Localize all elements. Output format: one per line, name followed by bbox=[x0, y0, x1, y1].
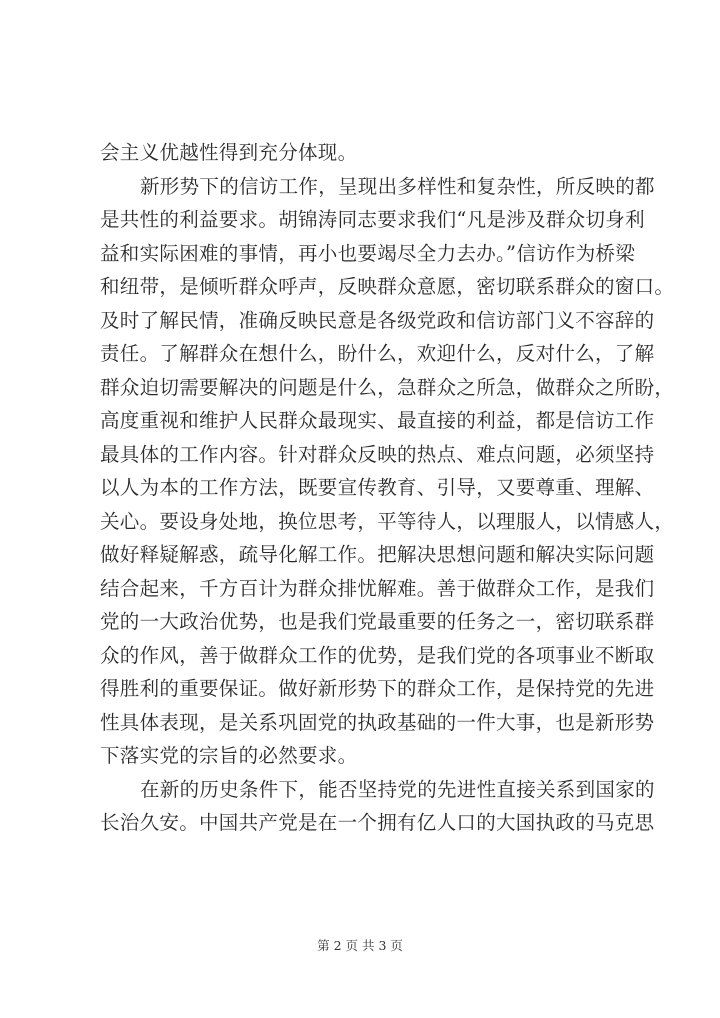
text-line: 责任。了解群众在想什么，盼什么，欢迎什么，反对什么，了解 bbox=[100, 342, 655, 365]
document-body bbox=[100, 136, 675, 840]
text-line: 是共性的利益要求。胡锦涛同志要求我们“凡是涉及群众切身利 bbox=[100, 208, 645, 231]
text-line: 在新的历史条件下，能否坚持党的先进性直接关系到国家的 bbox=[140, 777, 655, 801]
text-line: 群众迫切需要解决的问题是什么，急群众之所急，做群众之所盼， bbox=[100, 375, 675, 399]
text-line: 结合起来，千方百计为群众排忧解难。善于做群众工作，是我们 bbox=[100, 576, 655, 600]
text-line: 最具体的工作内容。针对群众反映的热点、难点问题，必须坚持 bbox=[100, 442, 655, 466]
text-line: 关心。要设身处地，换位思考，平等待人，以理服人，以情感人， bbox=[100, 509, 675, 533]
text-line: 长治久安。中国共产党是在一个拥有亿人口的大国执政的马克思 bbox=[100, 811, 655, 834]
text-line: 和纽带，是倾听群众呼声，反映群众意愿，密切联系群众的窗口。 bbox=[100, 275, 675, 298]
text-line: 会主义优越性得到充分体现。 bbox=[100, 141, 358, 164]
text-line: 众的作风，善于做群众工作的优势，是我们党的各项事业不断取 bbox=[100, 643, 655, 667]
text-line: 性具体表现，是关系巩固党的执政基础的一件大事，也是新形势 bbox=[100, 710, 655, 734]
text-line: 下落实党的宗旨的必然要求。 bbox=[100, 744, 358, 767]
text-line: 益和实际困难的事情，再小也要竭尽全力去办。”信访作为桥梁 bbox=[100, 241, 636, 265]
page-number-footer: 第 2 页 共 3 页 bbox=[317, 938, 403, 953]
text-line: 及时了解民情，准确反映民意是各级党政和信访部门义不容辞的 bbox=[100, 308, 655, 332]
text-line: 做好释疑解惑，疏导化解工作。把解决思想问题和解决实际问题 bbox=[100, 543, 655, 566]
text-line: 党的一大政治优势，也是我们党最重要的任务之一，密切联系群 bbox=[100, 610, 655, 633]
text-line: 高度重视和维护人民群众最现实、最直接的利益，都是信访工作 bbox=[100, 409, 655, 432]
text-line: 新形势下的信访工作，呈现出多样性和复杂性，所反映的都 bbox=[140, 174, 655, 198]
text-line: 得胜利的重要保证。做好新形势下的群众工作，是保持党的先进 bbox=[100, 677, 655, 700]
text-line: 以人为本的工作方法，既要宣传教育、引导，又要尊重、理解、 bbox=[100, 476, 655, 499]
